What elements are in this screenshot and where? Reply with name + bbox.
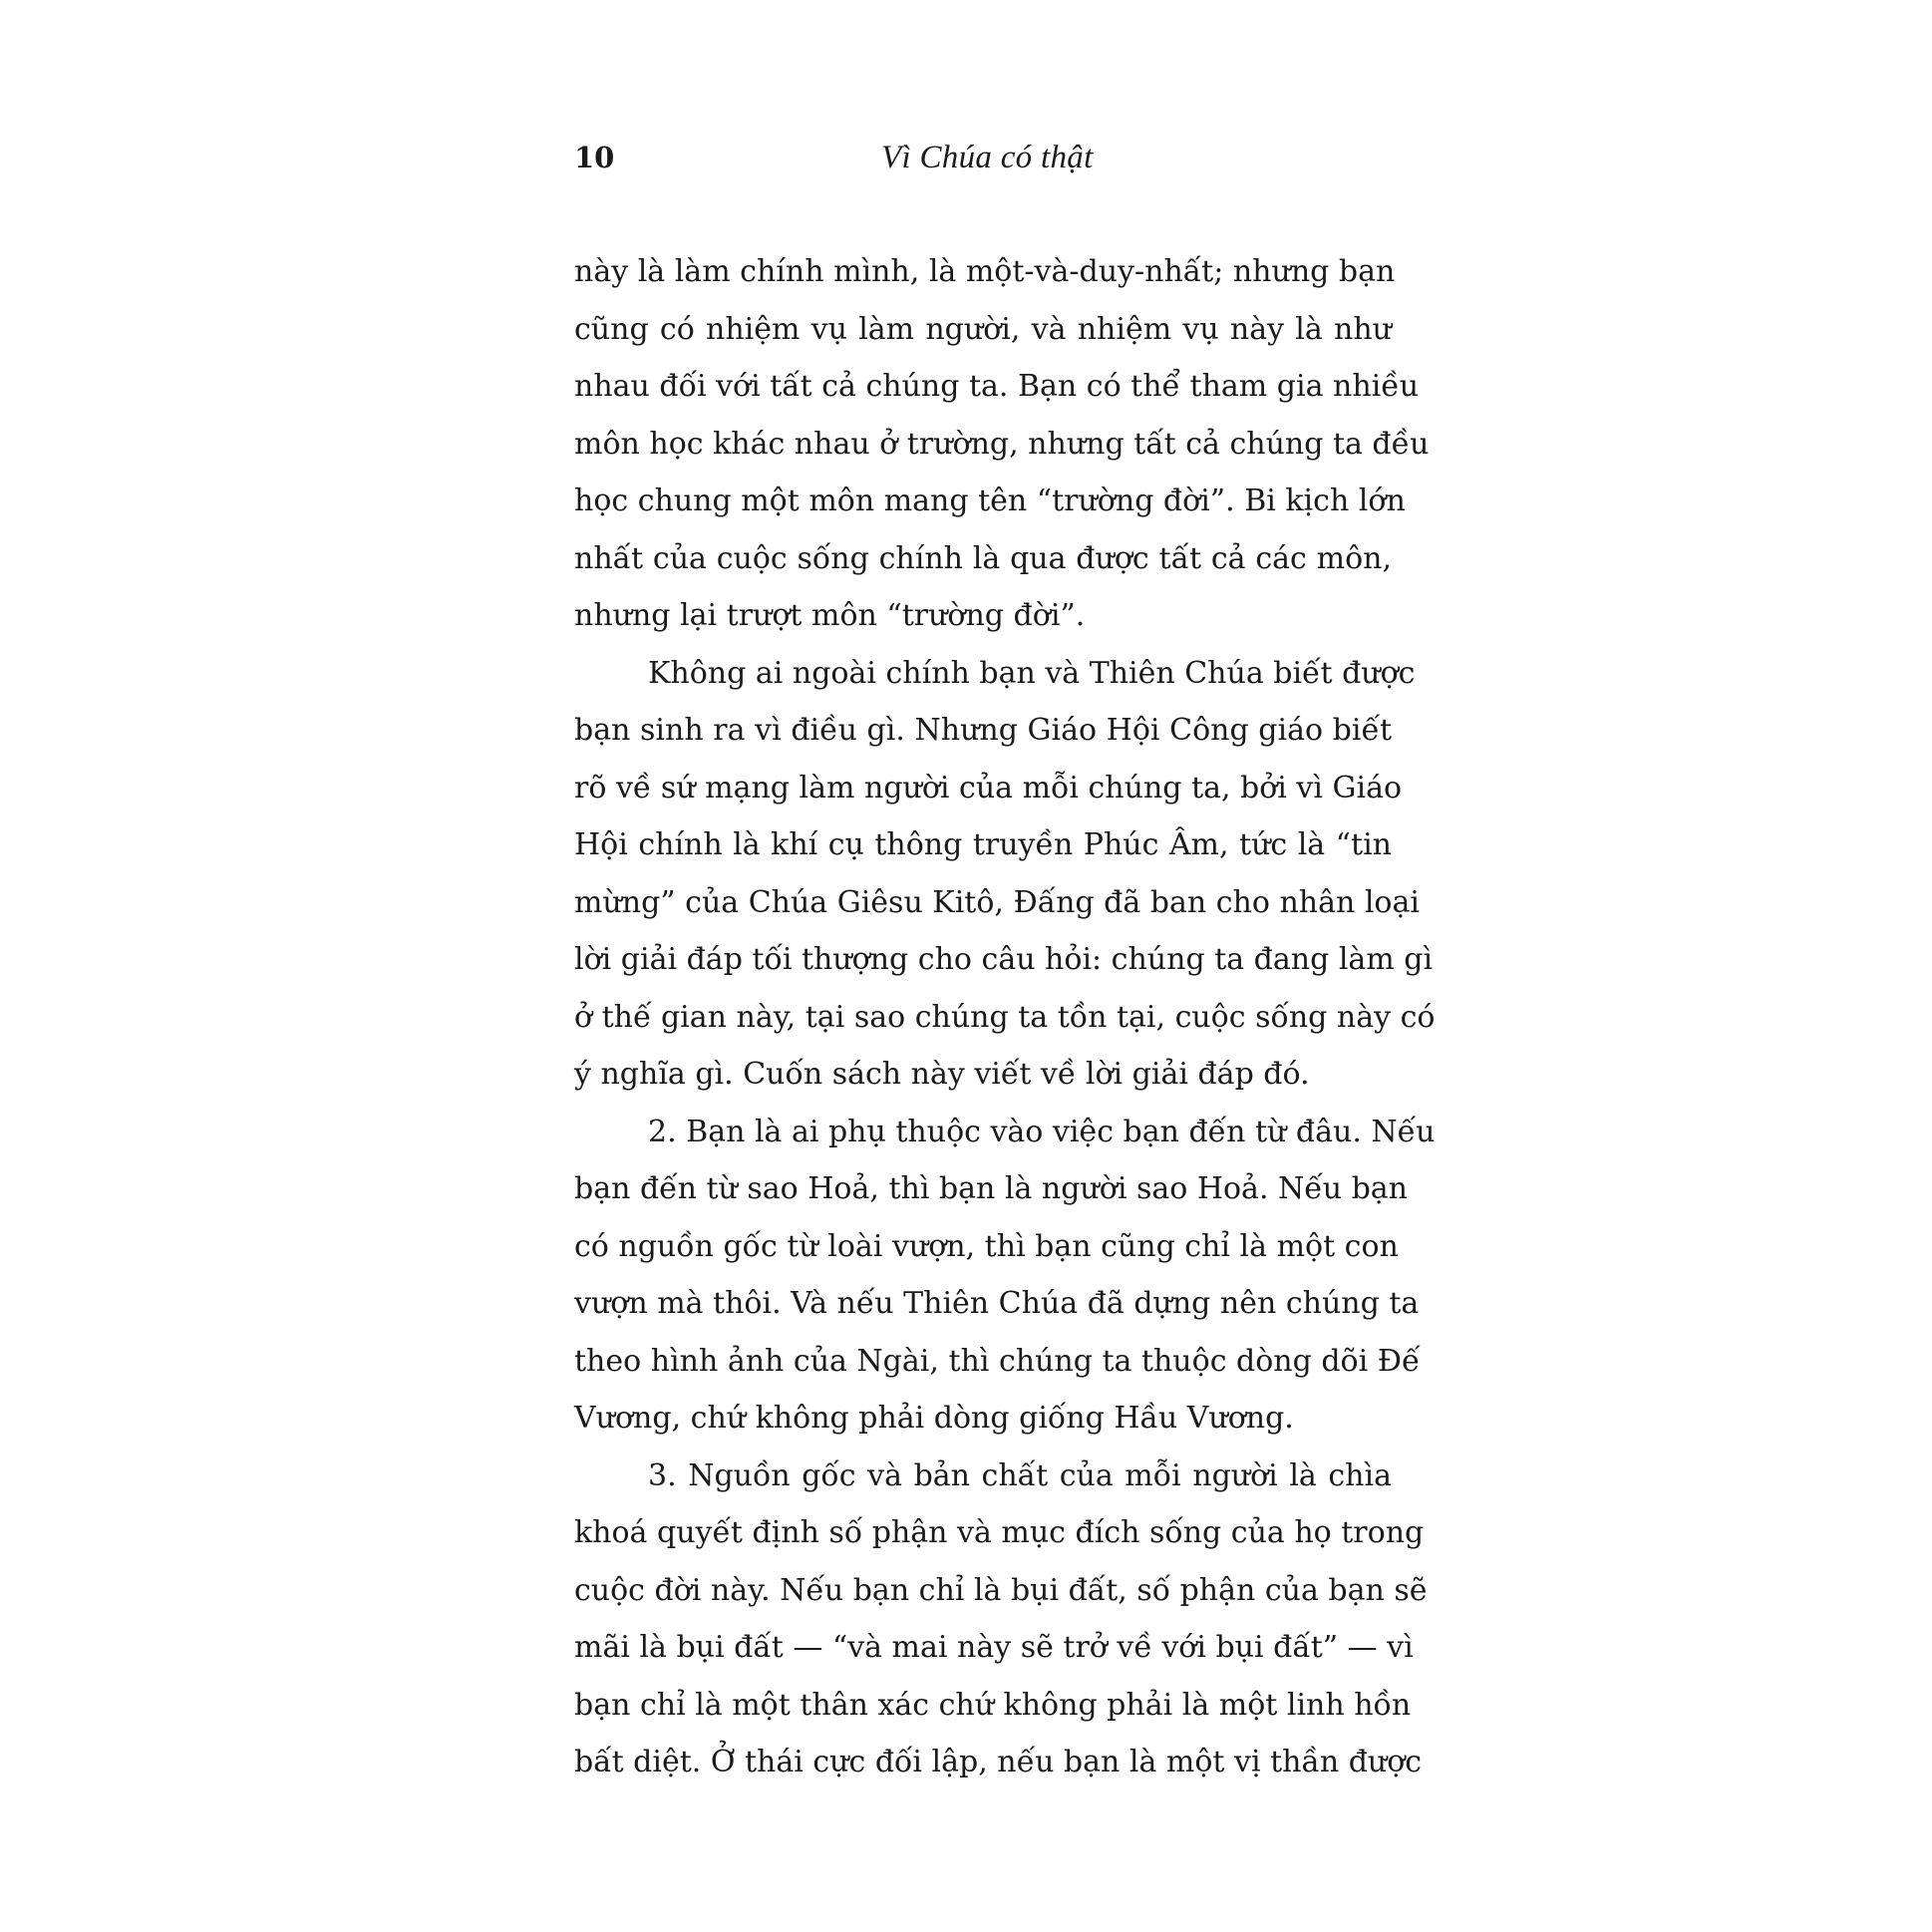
text-line: lời giải đáp tối thượng cho câu hỏi: chúng ta đang làm gì [574,942,1434,977]
text-line: này là làm chính mình, là một-và-duy-nhất; nhưng bạn [574,254,1396,289]
text-line: Vương, chứ không phải dòng giống Hầu Vương. [574,1401,1294,1436]
body-text [574,243,1436,1791]
text-line: bạn đến từ sao Hoả, thì bạn là người sao Hoả. Nếu bạn [574,1171,1408,1206]
text-line: học chung một môn mang tên “trường đời”. Bi kịch lớn [574,483,1406,518]
text-line: mừng” của Chúa Giêsu Kitô, Đấng đã ban cho nhân loại [574,884,1420,920]
text-line: bất diệt. Ở thái cực đối lập, nếu bạn là một vị thần được [574,1745,1423,1779]
text-line: theo hình ảnh của Ngài, thì chúng ta thuộc dòng dõi Đế [574,1343,1421,1379]
text-line: cũng có nhiệm vụ làm người, và nhiệm vụ này là như [574,311,1392,347]
page-number: 10 [574,141,615,174]
text-line: bạn chỉ là một thân xác chứ không phải là một linh hồn [574,1687,1412,1723]
text-line: môn học khác nhau ở trường, nhưng tất cả chúng ta đều [574,426,1430,462]
text-line: Hội chính là khí cụ thông truyền Phúc Âm, tức là “tin [574,827,1392,862]
paragraph-first-line: 3. Nguồn gốc và bản chất của mỗi người là chìa [648,1457,1392,1493]
text-line: mãi là bụi đất — “và mai này sẽ trở về với bụi đất” — vì [574,1630,1414,1665]
paragraph-first-line: 2. Bạn là ai phụ thuộc vào việc bạn đến từ đâu. Nếu [648,1114,1436,1149]
text-line: bạn sinh ra vì điều gì. Nhưng Giáo Hội Công giáo biết [574,713,1392,748]
text-line: ở thế gian này, tại sao chúng ta tồn tại, cuộc sống này có [574,999,1436,1035]
text-line: khoá quyết định số phận và mục đích sống của họ trong [574,1515,1425,1550]
text-line: nhưng lại trượt môn “trường đời”. [574,598,1086,633]
text-line: nhất của cuộc sống chính là qua được tất cả các môn, [574,540,1392,576]
paragraph-first-line: Không ai ngoài chính bạn và Thiên Chúa biết được [648,655,1416,691]
text-line: có nguồn gốc từ loài vượn, thì bạn cũng chỉ là một con [574,1228,1399,1264]
text-line: nhau đối với tất cả chúng ta. Bạn có thể tham gia nhiều [574,369,1420,404]
book-title: Vì Chúa có thật [881,140,1094,175]
running-header [574,136,1392,179]
text-line: rõ về sứ mạng làm người của mỗi chúng ta, bởi vì Giáo [574,770,1403,805]
text-line: vượn mà thôi. Và nếu Thiên Chúa đã dựng nên chúng ta [574,1286,1420,1321]
text-line: ý nghĩa gì. Cuốn sách này viết về lời giải đáp đó. [574,1057,1310,1092]
text-line: cuộc đời này. Nếu bạn chỉ là bụi đất, số phận của bạn sẽ [574,1572,1428,1608]
